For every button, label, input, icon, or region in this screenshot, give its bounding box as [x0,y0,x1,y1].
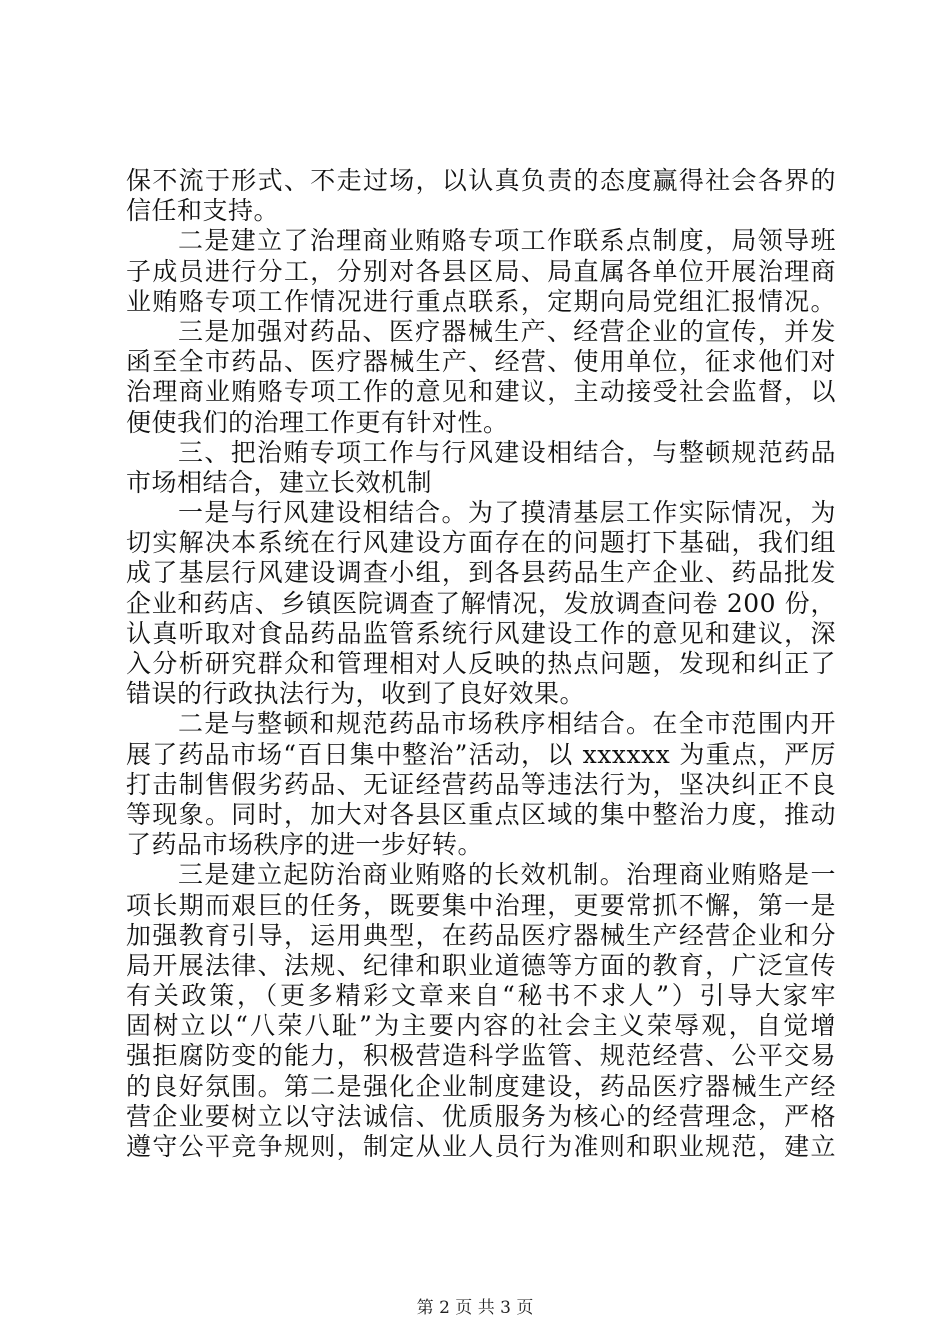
page-number-footer: 第 2 页 共 3 页 [416,1298,534,1318]
text-line: 有关政策，（更多精彩文章来自“秘书不求人”）引导大家牢 [126,981,836,1011]
text-line: 保不流于形式、不走过场，以认真负责的态度赢得社会各界的 [126,166,836,195]
text-line: 加强教育引导，运用典型，在药品医疗器械生产经营企业和分 [126,920,836,950]
paragraph-first-line: 三是建立起防治商业贿赂的长效机制。治理商业贿赂是一 [178,860,836,890]
text-line: 信任和支持。 [126,196,280,226]
text-line: 市场相结合，建立长效机制 [126,467,433,497]
text-line: 强拒腐防变的能力，积极营造科学监管、规范经营、公平交易 [126,1041,836,1071]
text-line: 业贿赂专项工作情况进行重点联系，定期向局党组汇报情况。 [126,286,836,316]
text-line: 项长期而艰巨的任务，既要集中治理，更要常抓不懈，第一是 [126,890,836,920]
text-line: 打击制售假劣药品、无证经营药品等违法行为，坚决纠正不良 [126,769,836,799]
text-line: 子成员进行分工，分别对各县区局、局直属各单位开展治理商 [126,256,836,286]
text-line: 便使我们的治理工作更有针对性。 [126,407,509,437]
text-line: 等现象。同时，加大对各县区重点区域的集中整治力度，推动 [126,799,836,829]
text-line: 展了药品市场“百日集中整治”活动，以 xxxxxx 为重点，严厉 [126,739,836,769]
text-line: 函至全市药品、医疗器械生产、经营、使用单位，征求他们对 [126,347,836,377]
paragraph-first-line: 三、把治贿专项工作与行风建设相结合，与整顿规范药品 [178,437,836,467]
paragraph-first-line: 二是建立了治理商业贿赂专项工作联系点制度，局领导班 [178,226,836,256]
text-line: 局开展法律、法规、纪律和职业道德等方面的教育，广泛宣传 [126,950,836,980]
text-line: 营企业要树立以守法诚信、优质服务为核心的经营理念，严格 [126,1101,836,1131]
text-line: 成了基层行风建设调查小组，到各县药品生产企业、药品批发 [126,558,836,588]
text-line: 固树立以“八荣八耻”为主要内容的社会主义荣辱观，自觉增 [126,1011,836,1041]
text-line: 入分析研究群众和管理相对人反映的热点问题，发现和纠正了 [126,649,836,678]
text-line: 的良好氛围。第二是强化企业制度建设，药品医疗器械生产经 [126,1071,836,1101]
text-line: 遵守公平竞争规则，制定从业人员行为准则和职业规范，建立 [126,1132,836,1161]
text-line: 企业和药店、乡镇医院调查了解情况，发放调查问卷 200 份， [126,588,836,618]
text-line: 治理商业贿赂专项工作的意见和建议，主动接受社会监督，以 [126,377,836,407]
paragraph-first-line: 二是与整顿和规范药品市场秩序相结合。在全市范围内开 [178,709,836,739]
document-body [126,166,836,1162]
paragraph-first-line: 一是与行风建设相结合。为了摸清基层工作实际情况，为 [178,498,836,528]
paragraph-first-line: 三是加强对药品、医疗器械生产、经营企业的宣传，并发 [178,316,836,346]
text-line: 了药品市场秩序的进一步好转。 [126,830,484,860]
text-line: 认真听取对食品药品监管系统行风建设工作的意见和建议，深 [126,618,836,648]
text-line: 切实解决本系统在行风建设方面存在的问题打下基础，我们组 [126,528,836,558]
text-line: 错误的行政执法行为，收到了良好效果。 [126,679,586,709]
